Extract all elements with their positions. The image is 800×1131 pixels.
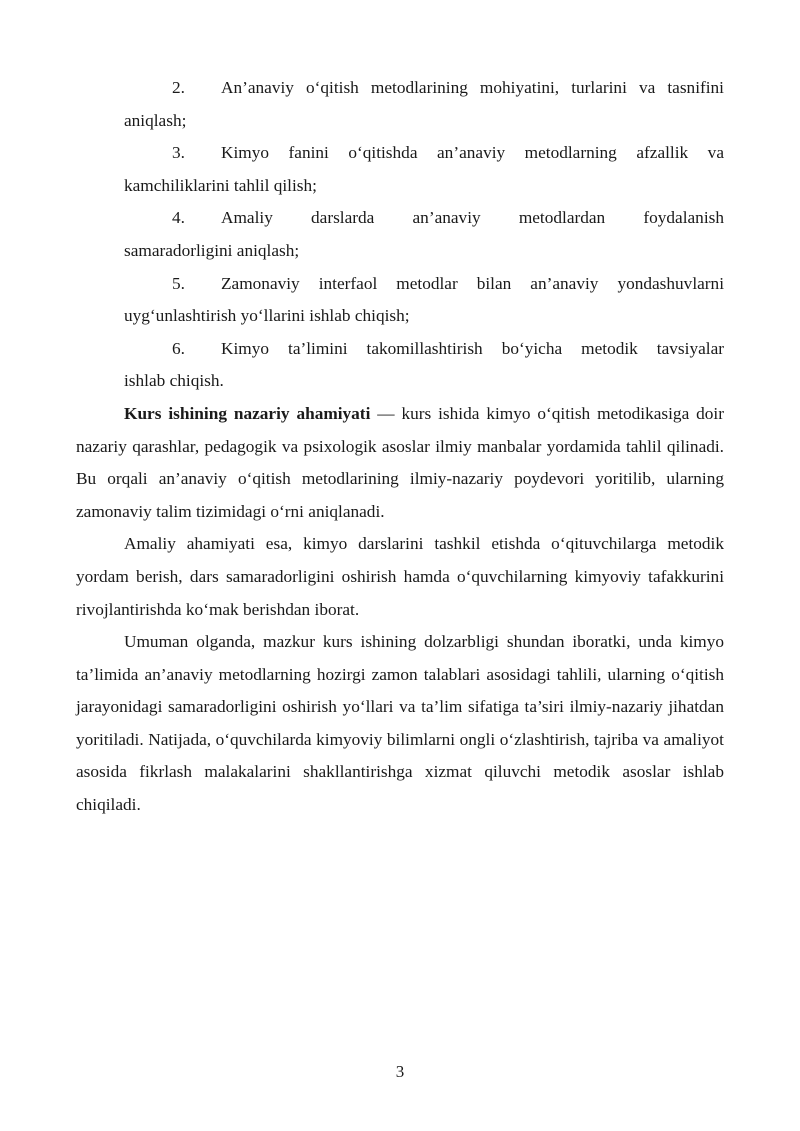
- list-item: [76, 202, 724, 267]
- theory-text: — kurs ishida kimyo o‘qitish metodikasiga doir nazariy qarashlar, pedagogik va psixologik asoslar ilmiy manbalar yordamida tahlil qilinadi. Bu orqali an’anaviy o‘qitish metodlarining ilmiy-nazariy poydevori yoritilib, ularning zamonaviy talim tizimidagi o‘rni aniqlanadi.: [76, 403, 724, 521]
- list-item-continuation: kamchiliklarini tahlil qilish;: [124, 175, 317, 195]
- page-content: [76, 72, 724, 822]
- page-number: 3: [395, 1062, 405, 1081]
- list-item-first-line: [76, 72, 724, 105]
- list-item-text: An’anaviy o‘qitish metodlarining mohiyatini, turlarini va tasnifini: [221, 78, 724, 97]
- list-item-first-line: [76, 137, 724, 170]
- list-item-number: 3.: [172, 143, 185, 163]
- list-item-number: 4.: [172, 208, 185, 228]
- list-item-text: Zamonaviy interfaol metodlar bilan an’anaviy yondashuvlarni: [221, 273, 724, 293]
- list-item: [76, 268, 724, 333]
- list-item-text: Kimyo fanini o‘qitishda an’anaviy metodlarning afzallik va: [221, 143, 724, 163]
- list-item-continuation: aniqlash;: [124, 110, 187, 130]
- practical-paragraph: Amaliy ahamiyati esa, kimyo darslarini tashkil etishda o‘qituvchilarga metodik yordam berish, dars samaradorligini oshirish hamda o‘quvchilarning kimyoviy tafakkurini rivojlantirishda ko‘mak berishdan iborat.: [76, 534, 724, 619]
- list-item: [76, 72, 724, 137]
- list-item-continuation: uyg‘unlashtirish yo‘llarini ishlab chiqish;: [124, 306, 410, 326]
- list-item-number: 6.: [172, 338, 185, 358]
- list-item-continuation: ishlab chiqish.: [124, 371, 224, 391]
- list-item-first-line: [76, 268, 724, 301]
- conclusion-paragraph: Umuman olganda, mazkur kurs ishining dolzarbligi shundan iboratki, unda kimyo ta’limida an’anaviy metodlarning hozirgi zamon talablari asosidagi tahlili, ularning o‘qitish jarayonidagi samaradorligini oshirish yo‘llari va ta’lim sifatiga ta’siri ilmiy-nazariy jihatdan yoritiladi. Natijada, o‘quvchilarda kimyoviy bilimlarni ongli o‘zlashtirish, tajriba va amaliyot asosida fikrlash malakalarini shakllantirishga xizmat qiluvchi metodik asoslar ishlab chiqiladi.: [76, 632, 724, 815]
- list-item: [76, 333, 724, 398]
- list-item-number: 5.: [172, 273, 185, 293]
- list-item-text: Amaliy darslarda an’anaviy metodlardan foydalanish: [221, 208, 724, 228]
- list-item-first-line: [76, 333, 724, 366]
- list-item-number: 2.: [172, 78, 185, 97]
- list-item-continuation: samaradorligini aniqlash;: [124, 240, 300, 260]
- list-item-text: Kimyo ta’limini takomillashtirish bo‘yicha metodik tavsiyalar: [221, 338, 724, 358]
- list-item-first-line: [76, 202, 724, 235]
- list-item: [76, 137, 724, 202]
- theory-heading: Kurs ishining nazariy ahamiyati: [124, 403, 371, 423]
- theory-paragraph: [76, 398, 724, 528]
